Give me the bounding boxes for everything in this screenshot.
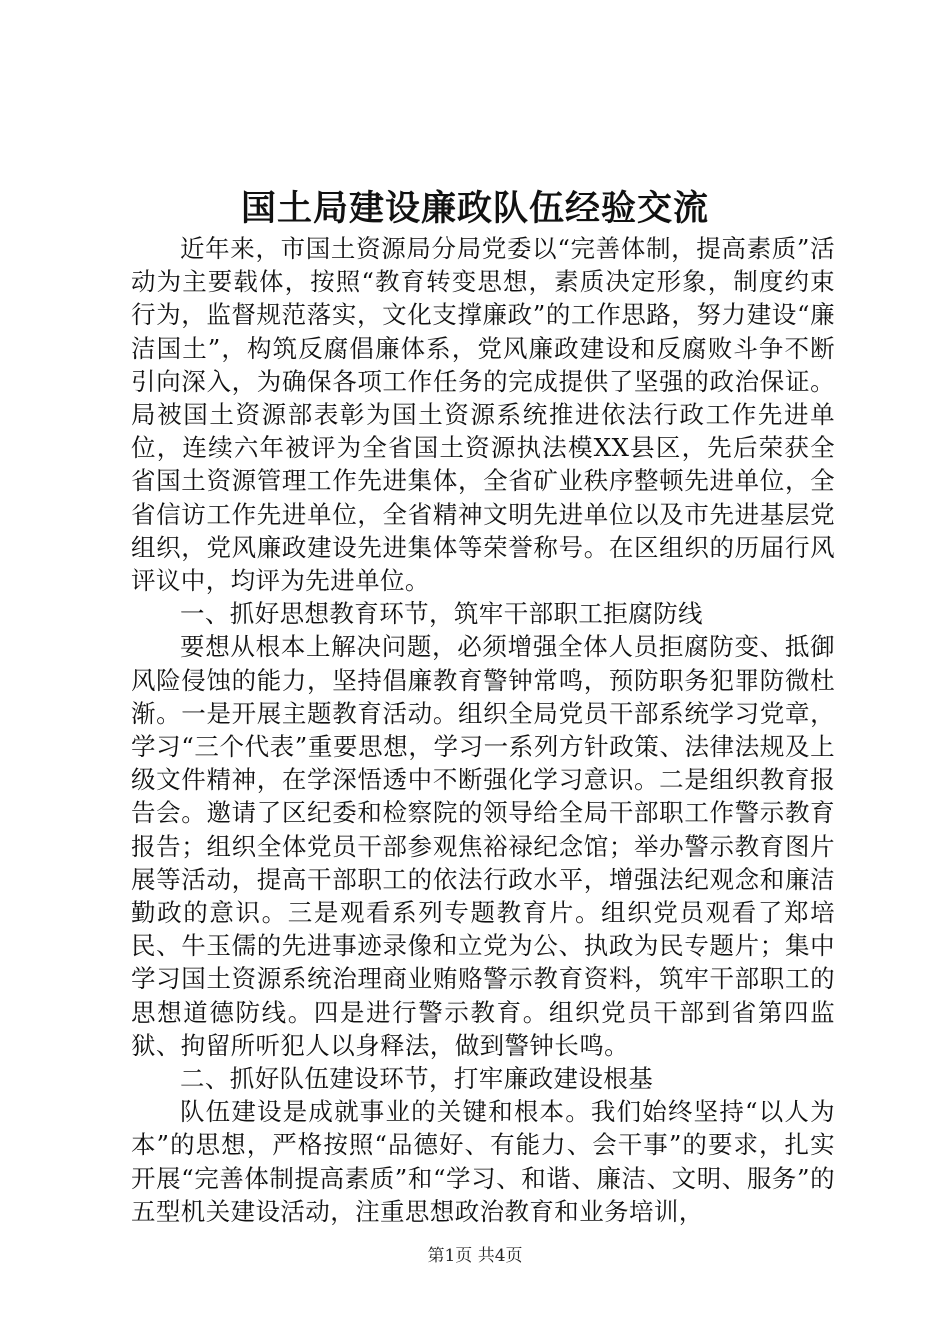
section-heading-2: 二、抓好队伍建设环节，打牢廉政建设根基: [180, 1064, 654, 1094]
page-number-footer: 第1页 共4页: [427, 1246, 523, 1266]
document-body: [131, 232, 835, 1228]
paragraph-section-1: 要想从根本上解决问题，必须增强全体人员拒腐防变、抵御风险侵蚀的能力，坚持倡廉教育警钟常鸣，预防职务犯罪防微杜渐。一是开展主题教育活动。组织全局党员干部系统学习党章，学习“三个代表”重要思想，学习一系列方针政策、法律法规及上级文件精神，在学深悟透中不断强化学习意识。二是组织教育报告会。邀请了区纪委和检察院的领导给全局干部职工作警示教育报告；组织全体党员干部参观焦裕禄纪念馆；举办警示教育图片展等活动，提高干部职工的依法行政水平，增强法纪观念和廉洁勤政的意识。三是观看系列专题教育片。组织党员观看了郑培民、牛玉儒的先进事迹录像和立党为公、执政为民专题片；集中学习国土资源系统治理商业贿赂警示教育资料，筑牢干部职工的思想道德防线。四是进行警示教育。组织党员干部到省第四监狱、拘留所听犯人以身释法，做到警钟长鸣。: [131, 632, 835, 1060]
paragraph-intro: 近年来，市国土资源局分局党委以“完善体制，提高素质”活动为主要载体，按照“教育转变思想，素质决定形象，制度约束行为，监督规范落实，文化支撑廉政”的工作思路，努力建设“廉洁国土”，构筑反腐倡廉体系，党风廉政建设和反腐败斗争不断引向深入，为确保各项工作任务的完成提供了坚强的政治保证。局被国土资源部表彰为国土资源系统推进依法行政工作先进单位，连续六年被评为全省国土资源执法模XX县区，先后荣获全省国土资源管理工作先进集体，全省矿业秩序整顿先进单位，全省信访工作先进单位，全省精神文明先进单位以及市先进基层党组织，党风廉政建设先进集体等荣誉称号。在区组织的历届行风评议中，均评为先进单位。: [131, 234, 835, 596]
document-title: 国土局建设廉政队伍经验交流: [240, 188, 709, 229]
paragraph-section-2: 队伍建设是成就事业的关键和根本。我们始终坚持“以人为本”的思想，严格按照“品德好、有能力、会干事”的要求，扎实开展“完善体制提高素质”和“学习、和谐、廉洁、文明、服务”的五型机关建设活动，注重思想政治教育和业务培训，: [131, 1097, 835, 1226]
section-heading-1: 一、抓好思想教育环节，筑牢干部职工拒腐防线: [180, 599, 703, 629]
